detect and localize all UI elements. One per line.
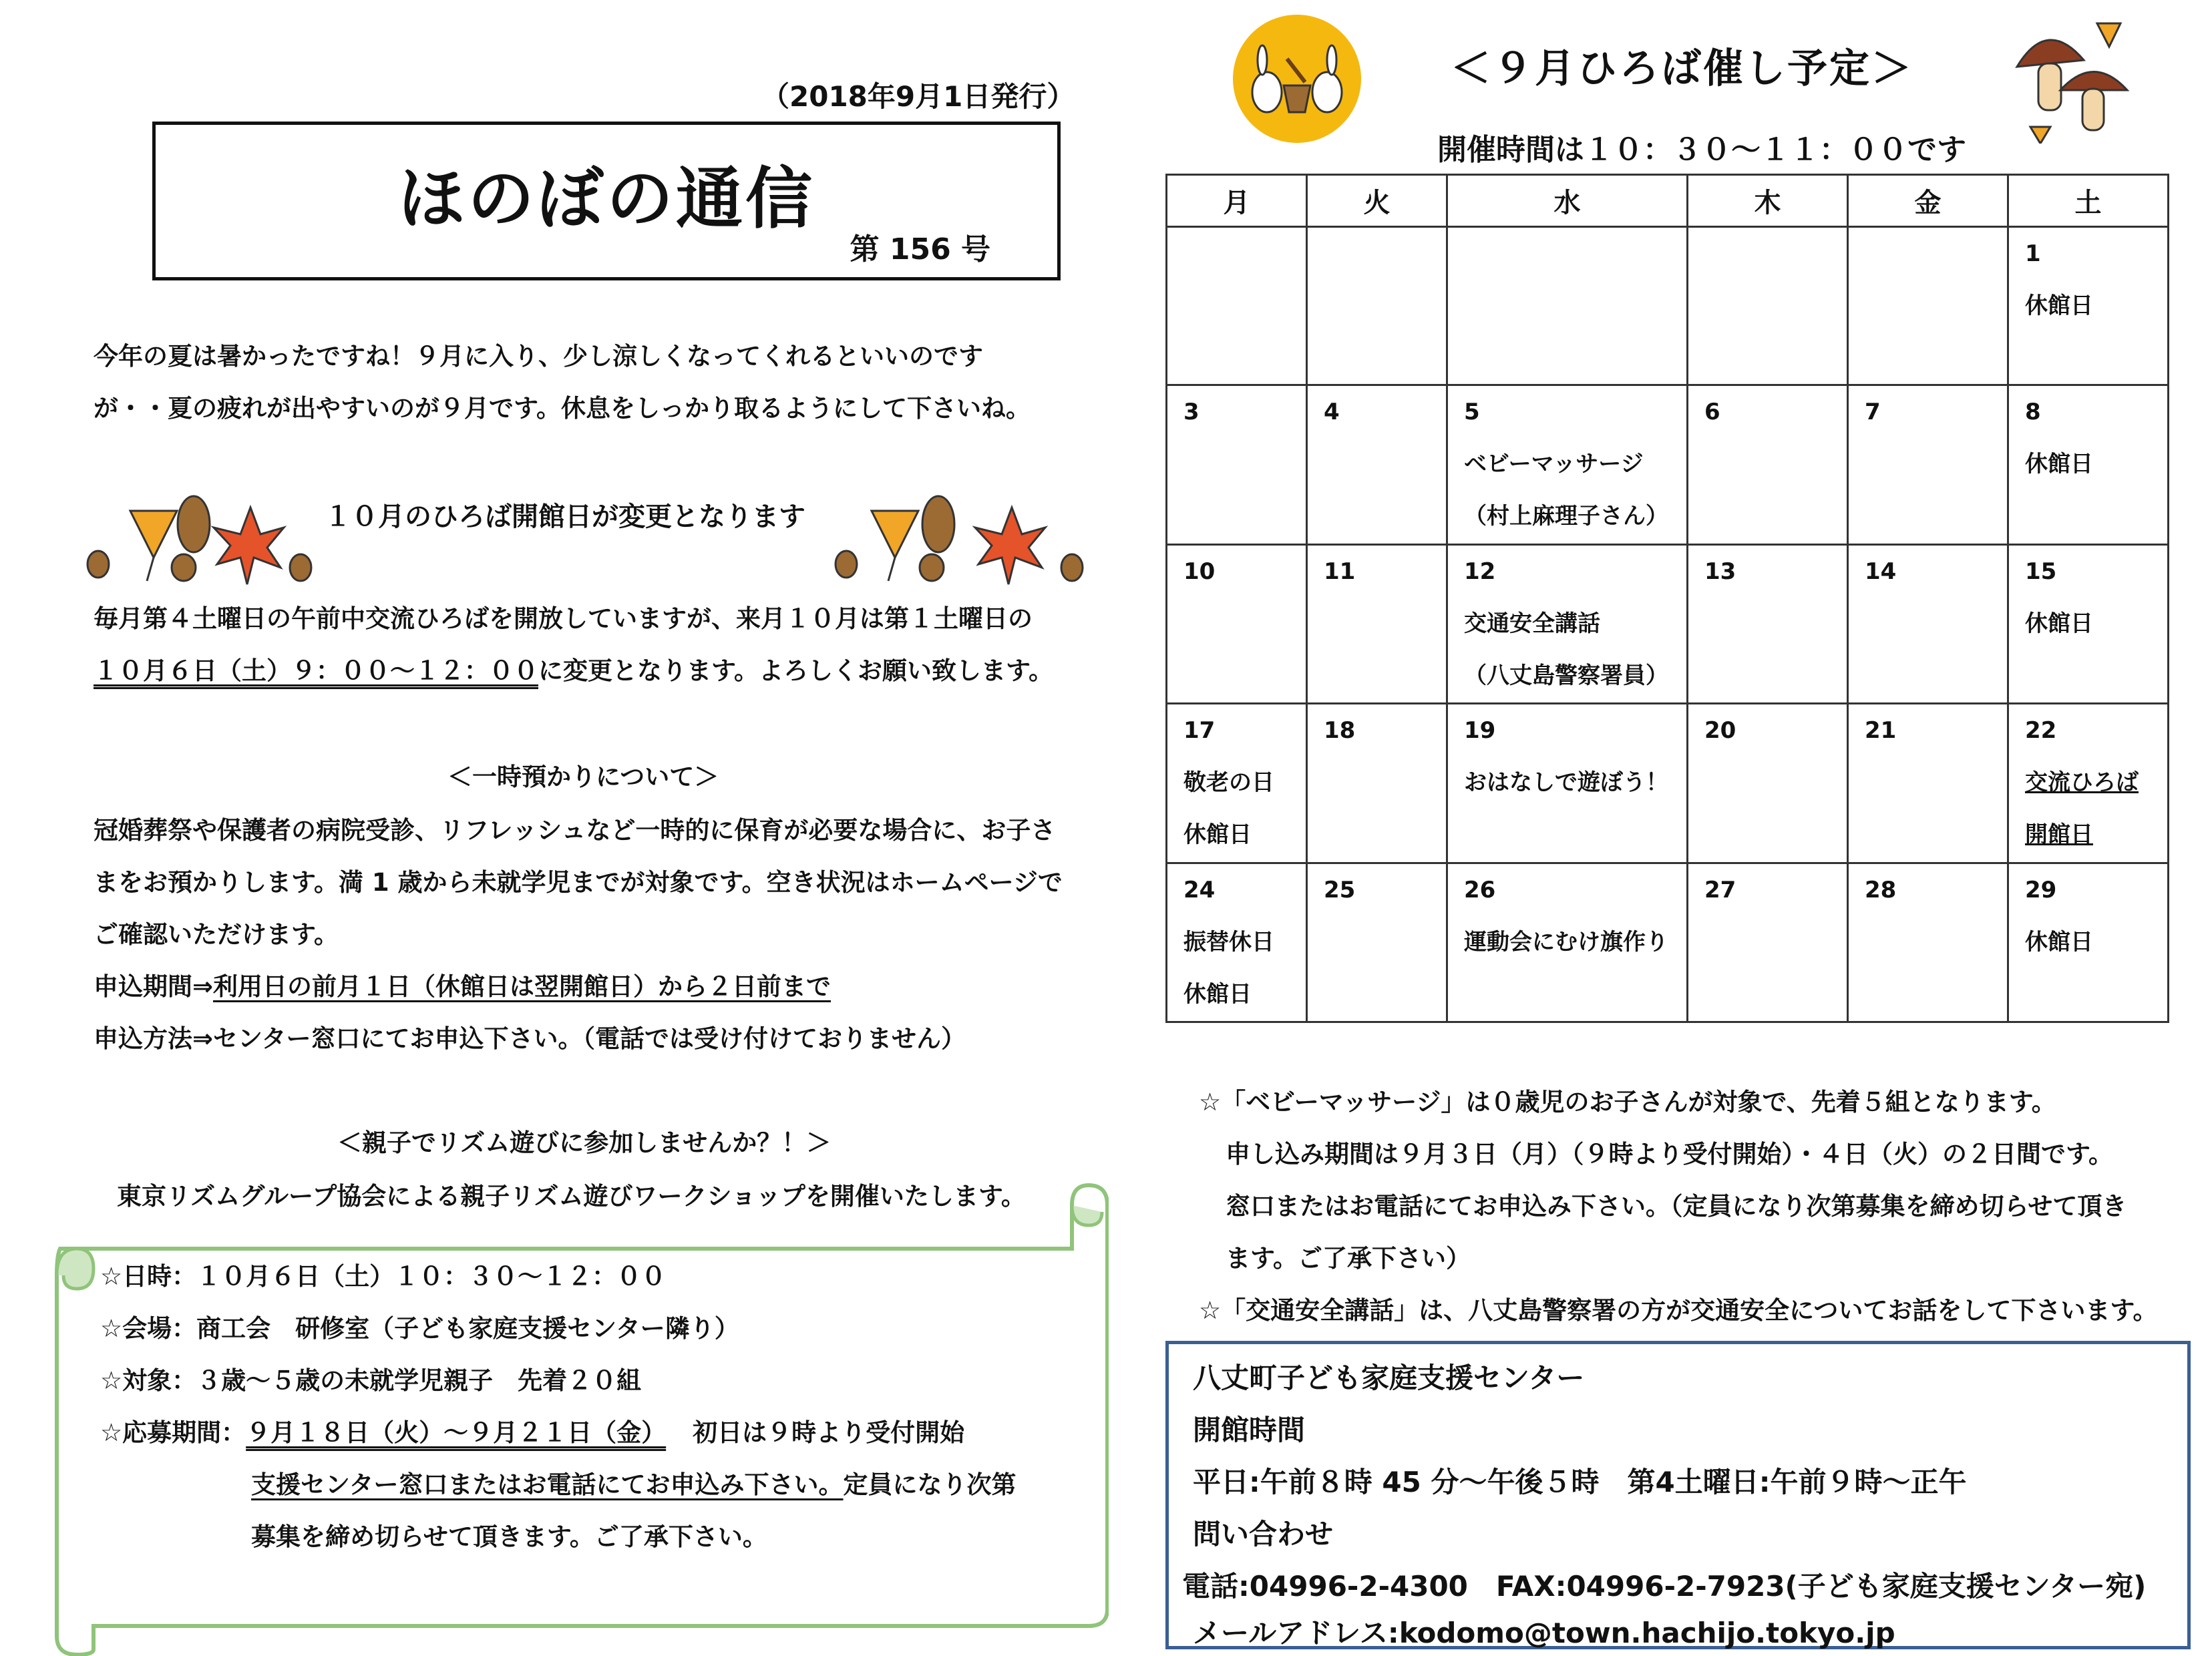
issue-number: 第 156 号	[850, 232, 990, 266]
calendar-day-cell	[1167, 704, 1307, 863]
title-box	[152, 122, 1061, 280]
day-header: 土	[2008, 175, 2169, 227]
rhythm-apply-label: ☆応募期間：	[100, 1418, 246, 1447]
september-calendar	[1165, 174, 2169, 1023]
day-number: 20	[1704, 717, 1736, 745]
day-number: 24	[1183, 876, 1216, 903]
rhythm-target: ☆対象：３歳～５歳の未就学児親子 先着２０組	[100, 1366, 642, 1395]
rhythm-apply-method-3: 募集を締め切らせて頂きます。ご了承下さい。	[251, 1522, 767, 1551]
rhythm-venue: ☆会場：商工会 研修室（子ども家庭支援センター隣り）	[100, 1314, 739, 1343]
rhythm-heading: ＜親子でリズム遊びに参加しませんか？！＞	[337, 1128, 832, 1157]
day-event: 休館日	[1183, 821, 1252, 849]
day-header: 火	[1307, 175, 1447, 227]
moon-rabbits-icon	[1230, 12, 1364, 146]
day-number: 11	[1324, 558, 1356, 585]
day-number: 6	[1704, 399, 1720, 426]
rhythm-apply-method	[251, 1459, 1017, 1511]
calendar-day-cell	[1848, 544, 2008, 703]
calendar-day-cell	[1688, 544, 1848, 703]
intro-line-2: が・・夏の疲れが出やすいのが９月です。休息をしっかり取るようにして下さいね。	[94, 394, 1031, 423]
october-new-date: １０月６日（土）９：００～１２：００	[94, 656, 538, 685]
day-number: 15	[2025, 558, 2057, 585]
calendar-day-cell	[1848, 227, 2008, 385]
day-event: 休館日	[2025, 451, 2093, 478]
note-line-1: ☆「ベビーマッサージ」は０歳児のお子さんが対象で、先着５組となります。	[1199, 1088, 2056, 1116]
day-event: （村上麻理子さん）	[1464, 503, 1668, 530]
day-event: 休館日	[2025, 928, 2093, 956]
day-number: 14	[1865, 558, 1897, 585]
october-line-1: 毎月第４土曜日の午前中交流ひろばを開放していますが、来月１０月は第１土曜日の	[94, 604, 1033, 633]
issue-date: （2018年9月1日発行）	[761, 80, 1075, 113]
calendar-day-cell	[1167, 863, 1307, 1022]
childcare-line-1: 冠婚葬祭や保護者の病院受診、リフレッシュなど一時的に保育が必要な場合に、お子さ	[94, 816, 1056, 845]
day-event: 運動会にむけ旗作り	[1464, 928, 1668, 956]
october-line-2-rest: に変更となります。よろしくお願い致します。	[538, 656, 1054, 685]
day-header: 木	[1688, 175, 1848, 227]
day-number: 17	[1183, 717, 1216, 745]
calendar-day-cell	[1447, 227, 1688, 385]
calendar-day-cell	[1167, 227, 1307, 385]
day-number: 4	[1324, 399, 1340, 426]
day-number: 27	[1704, 876, 1736, 903]
calendar-day-cell	[1167, 544, 1307, 703]
childcare-line-3: ご確認いただけます。	[94, 920, 339, 949]
rhythm-apply-method-2: 定員になり次第	[843, 1470, 1017, 1499]
calendar-day-cell	[1688, 227, 1848, 385]
note-line-5: ☆「交通安全講話」は、八丈島警察署の方が交通安全についてお話をして下さいます。	[1199, 1296, 2158, 1325]
autumn-leaves-icon	[832, 484, 1089, 588]
rhythm-intro: 東京リズムグループ協会による親子リズム遊びワークショップを開催いたします。	[117, 1182, 1026, 1211]
day-header: 水	[1447, 175, 1688, 227]
day-event: 振替休日	[1183, 928, 1274, 956]
note-line-2: 申し込み期間は９月３日（月）（９時より受付開始）・４日（火）の２日間です。	[1226, 1140, 2114, 1169]
childcare-line-2: まをお預かりします。満 1 歳から未就学児までが対象です。空き状況はホームページで	[94, 868, 1063, 897]
day-event: 休館日	[1183, 980, 1252, 1008]
calendar-day-cell	[1848, 704, 2008, 863]
schedule-title: ＜９月ひろば催し予定＞	[1451, 45, 1913, 92]
day-number: 26	[1464, 876, 1496, 903]
rhythm-apply-period: ９月１８日（火）～９月２１日（金）	[246, 1418, 667, 1447]
newsletter-title: ほのぼの通信	[398, 160, 815, 238]
calendar-day-cell	[1307, 863, 1447, 1022]
contact-box	[1165, 1341, 2191, 1649]
center-name: 八丈町子ども家庭支援センター	[1193, 1362, 1585, 1394]
day-event: 交通安全講話	[1464, 610, 1600, 637]
calendar-week-row	[1167, 385, 2169, 544]
calendar-day-cell	[1307, 704, 1447, 863]
day-event: ベビーマッサージ	[1464, 451, 1644, 478]
calendar-day-cell	[1307, 544, 1447, 703]
day-number: 3	[1183, 399, 1200, 426]
calendar-header-row	[1167, 175, 2169, 227]
rhythm-apply-method-1: 支援センター窓口またはお電話にてお申込み下さい。	[251, 1470, 844, 1499]
hours-value: 平日:午前８時 45 分～午後５時 第4土曜日:午前９時～正午	[1193, 1466, 1967, 1498]
day-event: （八丈島警察署員）	[1464, 662, 1668, 689]
calendar-day-cell	[2008, 544, 2169, 703]
note-line-4: ます。ご了承下さい）	[1226, 1244, 1471, 1273]
day-event: 休館日	[2025, 292, 2093, 319]
hours-label: 開館時間	[1193, 1414, 1306, 1446]
schedule-time: 開催時間は１０：３０～１１：００です	[1437, 133, 1966, 167]
childcare-heading: ＜一時預かりについて＞	[447, 763, 719, 791]
october-heading: １０月のひろば開館日が変更となります	[325, 501, 805, 532]
calendar-week-row	[1167, 863, 2169, 1022]
intro-line-1: 今年の夏は暑かったですね！９月に入り、少し涼しくなってくれるといいのです	[94, 342, 983, 371]
calendar-day-cell	[1307, 385, 1447, 544]
day-number: 5	[1464, 399, 1480, 426]
calendar-day-cell	[2008, 704, 2169, 863]
calendar-day-cell	[1447, 544, 1688, 703]
childcare-method: 申込方法⇒センター窓口にてお申込下さい。（電話では受け付けておりません）	[94, 1024, 966, 1053]
day-number: 28	[1865, 876, 1897, 903]
day-event: 交流ひろば	[2025, 769, 2139, 797]
calendar-day-cell	[1447, 385, 1688, 544]
calendar-day-cell	[1307, 227, 1447, 385]
childcare-period-label: 申込期間⇒	[94, 972, 214, 1001]
day-number: 18	[1324, 717, 1356, 745]
day-event: 敬老の日	[1183, 769, 1274, 797]
childcare-period	[94, 961, 831, 1013]
email-address[interactable]: メールアドレス:kodomo@town.hachijo.tokyo.jp	[1193, 1617, 1895, 1649]
day-number: 7	[1865, 399, 1881, 426]
calendar-day-cell	[1447, 863, 1688, 1022]
day-number: 21	[1865, 717, 1897, 745]
day-number: 12	[1464, 558, 1496, 585]
calendar-day-cell	[1848, 385, 2008, 544]
day-header: 月	[1167, 175, 1307, 227]
calendar-week-row	[1167, 227, 2169, 385]
calendar-week-row	[1167, 544, 2169, 703]
calendar-day-cell	[1848, 863, 2008, 1022]
rhythm-date: ☆日時：１０月６日（土）１０：３０～１２：００	[100, 1262, 667, 1291]
calendar-day-cell	[2008, 227, 2169, 385]
note-line-3: 窓口またはお電話にてお申込み下さい。（定員になり次第募集を締め切らせて頂き	[1226, 1192, 2127, 1221]
calendar-day-cell	[1688, 863, 1848, 1022]
day-number: 25	[1324, 876, 1356, 903]
rhythm-apply	[100, 1407, 964, 1459]
autumn-leaves-icon	[83, 484, 314, 588]
october-line-2	[94, 645, 1053, 697]
calendar-day-cell	[1167, 385, 1307, 544]
childcare-period-value: 利用日の前月１日（休館日は翌開館日）から２日前まで	[213, 972, 832, 1001]
day-number: 19	[1464, 717, 1496, 745]
day-number: 22	[2025, 717, 2057, 745]
day-number: 13	[1704, 558, 1736, 585]
calendar-day-cell	[2008, 863, 2169, 1022]
mushroom-icon	[2010, 17, 2131, 144]
day-event: 開館日	[2025, 821, 2093, 849]
inquiry-label: 問い合わせ	[1193, 1518, 1334, 1550]
day-number: 29	[2025, 876, 2057, 903]
rhythm-apply-note: 初日は９時より受付開始	[693, 1418, 965, 1447]
calendar-day-cell	[1688, 704, 1848, 863]
day-event: 休館日	[2025, 610, 2093, 637]
day-number: 10	[1183, 558, 1216, 585]
calendar-day-cell	[2008, 385, 2169, 544]
calendar-day-cell	[1447, 704, 1688, 863]
phone-fax: 電話:04996-2-4300 FAX:04996-2-7923(子ども家庭支援センター宛)	[1182, 1570, 2147, 1603]
day-header: 金	[1848, 175, 2008, 227]
calendar-day-cell	[1688, 385, 1848, 544]
day-event: おはなしで遊ぼう！	[1464, 769, 1668, 797]
day-number: 8	[2025, 399, 2041, 426]
day-number: 1	[2025, 240, 2041, 267]
calendar-week-row	[1167, 704, 2169, 863]
